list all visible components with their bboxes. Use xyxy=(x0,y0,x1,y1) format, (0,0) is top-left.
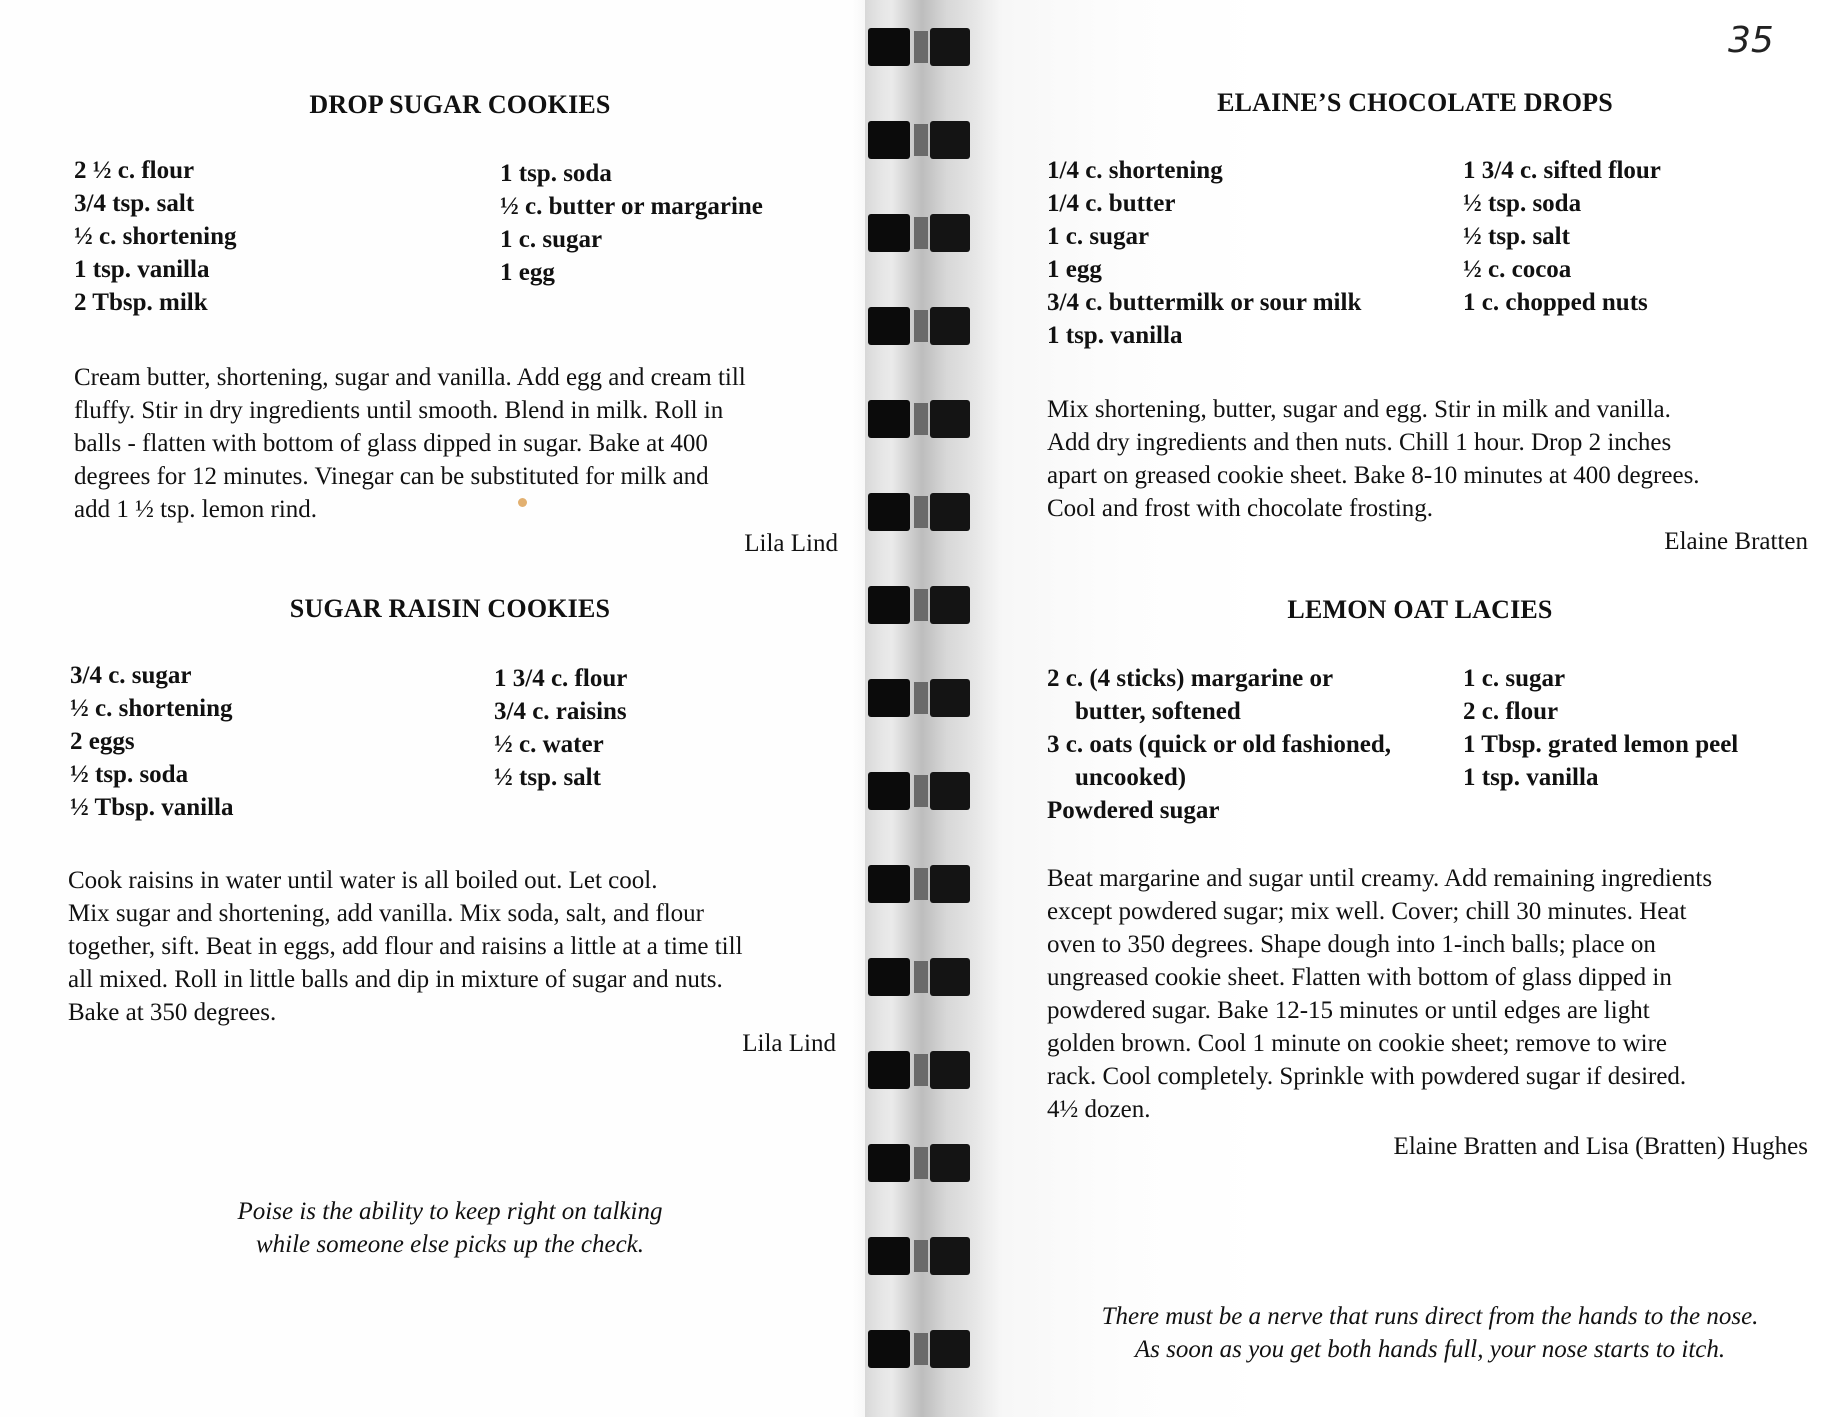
recipe-author: Lila Lind xyxy=(742,1030,836,1057)
recipe-title-drop-sugar-cookies: DROP SUGAR COOKIES xyxy=(309,90,611,119)
ingredient-item: Powdered sugar xyxy=(1047,797,1220,824)
instruction-line: together, sift. Beat in eggs, add flour and raisins a little at a time till xyxy=(68,933,743,960)
recipe-title-elaines-chocolate-drops: ELAINE’S CHOCOLATE DROPS xyxy=(1217,88,1613,117)
ingredient-item: ½ c. water xyxy=(494,731,604,758)
ingredient-item: ½ Tbsp. vanilla xyxy=(70,794,234,821)
ingredient-item: 1 c. sugar xyxy=(1463,665,1566,692)
ingredient-item: ½ tsp. soda xyxy=(1463,190,1582,217)
ingredient-item: 3/4 c. raisins xyxy=(494,698,627,725)
instruction-line: 4½ dozen. xyxy=(1047,1096,1151,1123)
ingredients-list-right xyxy=(494,662,627,794)
instruction-line: Cool and frost with chocolate frosting. xyxy=(1047,495,1434,522)
instruction-line: balls - flatten with bottom of glass dipped in sugar. Bake at 400 xyxy=(74,430,708,457)
ingredient-item: 1 c. sugar xyxy=(500,226,603,253)
recipe-author: Elaine Bratten and Lisa (Bratten) Hughes xyxy=(1393,1133,1808,1160)
ingredient-item: ½ tsp. soda xyxy=(70,761,189,788)
ingredient-item: ½ c. cocoa xyxy=(1463,256,1572,283)
ingredient-item: 1 3/4 c. sifted flour xyxy=(1463,157,1661,184)
recipe-instructions xyxy=(1047,862,1712,1126)
instruction-line: except powdered sugar; mix well. Cover; chill 30 minutes. Heat xyxy=(1047,898,1687,925)
instruction-line: degrees for 12 minutes. Vinegar can be substituted for milk and xyxy=(74,463,709,490)
ingredients-list-left xyxy=(1047,662,1391,827)
ingredients-list-right xyxy=(1463,154,1661,319)
instruction-line: apart on greased cookie sheet. Bake 8-10 minutes at 400 degrees. xyxy=(1047,462,1700,489)
ingredient-item: 1 tsp. vanilla xyxy=(1047,322,1183,349)
ingredient-item: 2 ½ c. flour xyxy=(74,157,195,184)
ingredient-item: 2 c. (4 sticks) margarine or xyxy=(1047,665,1334,692)
instruction-line: golden brown. Cool 1 minute on cookie sheet; remove to wire xyxy=(1047,1030,1668,1057)
page-number: 35 xyxy=(1728,20,1774,61)
ingredient-item: 1 c. sugar xyxy=(1047,223,1150,250)
quote-line: Poise is the ability to keep right on talking xyxy=(237,1198,663,1225)
quote-line: while someone else picks up the check. xyxy=(255,1231,645,1258)
ingredients-list-left xyxy=(70,659,234,824)
ingredient-item: 1/4 c. shortening xyxy=(1047,157,1223,184)
recipe-title-sugar-raisin-cookies: SUGAR RAISIN COOKIES xyxy=(289,594,611,623)
instruction-line: Mix sugar and shortening, add vanilla. Mix soda, salt, and flour xyxy=(68,900,704,927)
recipe-instructions xyxy=(68,864,743,1029)
ingredient-item: 3/4 c. sugar xyxy=(70,662,192,689)
instruction-line: all mixed. Roll in little balls and dip in mixture of sugar and nuts. xyxy=(68,966,723,993)
ingredient-item: 1 tsp. vanilla xyxy=(74,256,210,283)
ingredient-item: 2 Tbsp. milk xyxy=(74,289,208,316)
instruction-line: ungreased cookie sheet. Flatten with bottom of glass dipped in xyxy=(1047,964,1672,991)
instruction-line: Cook raisins in water until water is all boiled out. Let cool. xyxy=(68,867,658,894)
instruction-line: Bake at 350 degrees. xyxy=(68,999,277,1026)
recipe-instructions xyxy=(74,361,746,526)
recipe-author: Elaine Bratten xyxy=(1664,528,1808,555)
ingredient-item: 3/4 c. buttermilk or sour milk xyxy=(1047,289,1362,316)
instruction-line: rack. Cool completely. Sprinkle with powdered sugar if desired. xyxy=(1047,1063,1687,1090)
ingredient-item: 1/4 c. butter xyxy=(1047,190,1176,217)
ingredient-item: ½ tsp. salt xyxy=(1463,223,1570,250)
ingredient-item: ½ c. shortening xyxy=(70,695,233,722)
instruction-line: fluffy. Stir in dry ingredients until smooth. Blend in milk. Roll in xyxy=(74,397,724,424)
ingredient-item: butter, softened xyxy=(1075,698,1241,725)
ingredients-list-left xyxy=(74,154,237,319)
instruction-line: powdered sugar. Bake 12-15 minutes or until edges are light xyxy=(1047,997,1650,1024)
instruction-line: add 1 ½ tsp. lemon rind. xyxy=(74,496,318,523)
ingredient-item: ½ tsp. salt xyxy=(494,764,601,791)
ingredient-item: 2 eggs xyxy=(70,728,135,755)
ingredient-item: 2 c. flour xyxy=(1463,698,1559,725)
ingredient-item: ½ c. butter or margarine xyxy=(500,193,763,220)
ingredient-item: 1 3/4 c. flour xyxy=(494,665,628,692)
ingredients-list-right xyxy=(500,157,763,289)
quote-line: As soon as you get both hands full, your nose starts to itch. xyxy=(1134,1336,1726,1363)
ingredient-item: 1 egg xyxy=(500,259,555,286)
ingredient-item: 1 c. chopped nuts xyxy=(1463,289,1648,316)
instruction-line: Add dry ingredients and then nuts. Chill 1 hour. Drop 2 inches xyxy=(1047,429,1672,456)
ingredients-list-left xyxy=(1047,154,1361,352)
instruction-line: oven to 350 degrees. Shape dough into 1-inch balls; place on xyxy=(1047,931,1656,958)
recipe-title-lemon-oat-lacies: LEMON OAT LACIES xyxy=(1287,595,1553,624)
ingredient-item: uncooked) xyxy=(1075,764,1187,791)
filler-quote xyxy=(180,1195,720,1261)
recipe-author: Lila Lind xyxy=(744,530,838,557)
quote-line: There must be a nerve that runs direct from the hands to the nose. xyxy=(1101,1303,1759,1330)
recipe-instructions xyxy=(1047,393,1700,525)
ingredient-item: 1 Tbsp. grated lemon peel xyxy=(1463,731,1739,758)
instruction-line: Beat margarine and sugar until creamy. Add remaining ingredients xyxy=(1047,865,1713,892)
ingredient-item: ½ c. shortening xyxy=(74,223,237,250)
ingredient-item: 3 c. oats (quick or old fashioned, xyxy=(1047,731,1392,758)
instruction-line: Mix shortening, butter, sugar and egg. Stir in milk and vanilla. xyxy=(1047,396,1671,423)
ingredient-item: 1 tsp. vanilla xyxy=(1463,764,1599,791)
filler-quote xyxy=(1040,1300,1820,1366)
ingredient-item: 1 tsp. soda xyxy=(500,160,612,187)
ingredient-item: 3/4 tsp. salt xyxy=(74,190,195,217)
instruction-line: Cream butter, shortening, sugar and vanilla. Add egg and cream till xyxy=(74,364,746,391)
ingredients-list-right xyxy=(1463,662,1738,794)
ingredient-item: 1 egg xyxy=(1047,256,1102,283)
